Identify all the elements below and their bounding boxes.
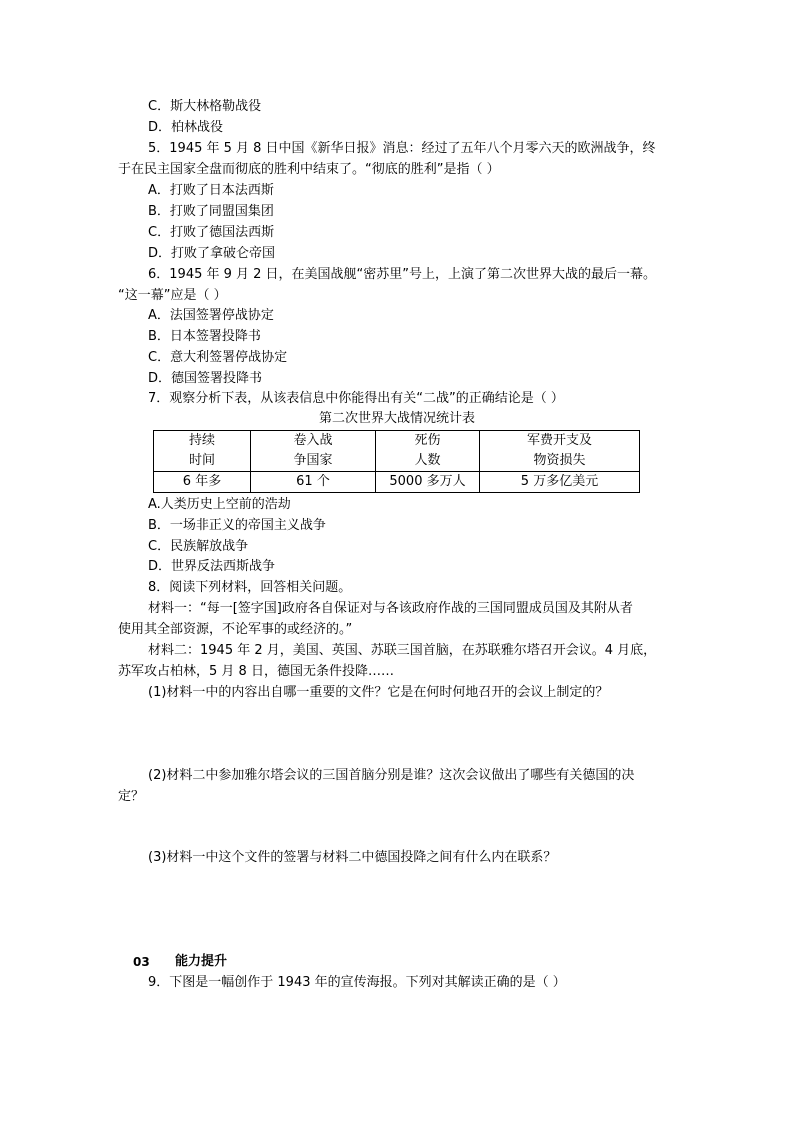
- table-header-cell: 持续 时间: [154, 431, 251, 472]
- section-number: 03: [133, 955, 150, 969]
- q5-option-d: D．打败了拿破仑帝国: [148, 246, 276, 261]
- section-title: 能力提升: [175, 954, 228, 969]
- q7-option-c: C．民族解放战争: [148, 539, 249, 554]
- table-header-cell: 死伤 人数: [376, 431, 480, 472]
- q5-option-a: A．打败了日本法西斯: [148, 183, 274, 198]
- q9-stem: 9．下图是一幅创作于 1943 年的宣传海报。下列对其解读正确的是（ ）: [148, 975, 566, 990]
- q6-option-d: D．德国签署投降书: [148, 371, 263, 386]
- material-2-cont: 苏军攻占柏林，5 月 8 日，德国无条件投降……: [118, 664, 394, 679]
- q5-stem: 5．1945 年 5 月 8 日中国《新华日报》消息：经过了五年八个月零六天的欧洲战争，终: [148, 141, 656, 156]
- table-cell: 6 年多: [154, 472, 251, 493]
- stats-table: [153, 430, 640, 493]
- sub-question-3: (3)材料一中这个文件的签署与材料二中德国投降之间有什么内在联系？: [148, 850, 557, 865]
- table-cell: 61 个: [251, 472, 376, 493]
- q6-option-b: B．日本签署投降书: [148, 329, 261, 344]
- q6-stem: 6．1945 年 9 月 2 日，在美国战舰“密苏里”号上，上演了第二次世界大战的最后一幕。: [148, 267, 657, 282]
- material-2: 材料二：1945 年 2 月，美国、英国、苏联三国首脑，在苏联雅尔塔召开会议。4 月底，: [148, 643, 657, 658]
- sub-question-2: (2)材料二中参加雅尔塔会议的三国首脑分别是谁？这次会议做出了哪些有关德国的决: [148, 768, 635, 783]
- q4-option-c: C．斯大林格勒战役: [148, 99, 262, 114]
- table-header-cell: 卷入战 争国家: [251, 431, 376, 472]
- table-cell: 5 万多亿美元: [480, 472, 640, 493]
- material-1: 材料一：“每一[签字国]政府各自保证对与各该政府作战的三国同盟成员国及其附从者: [148, 601, 633, 616]
- q6-stem-cont: “这一幕”应是（ ）: [118, 288, 227, 303]
- q7-stem: 7．观察分析下表，从该表信息中你能得出有关“二战”的正确结论是（ ）: [148, 391, 564, 406]
- q6-option-a: A．法国签署停战协定: [148, 308, 274, 323]
- q7-option-a: A.人类历史上空前的浩劫: [148, 497, 291, 512]
- q7-option-d: D．世界反法西斯战争: [148, 559, 276, 574]
- q5-option-b: B．打败了同盟国集团: [148, 204, 274, 219]
- q4-option-d: D．柏林战役: [148, 120, 224, 135]
- q5-option-c: C．打败了德国法西斯: [148, 225, 275, 240]
- table-cell: 5000 多万人: [376, 472, 480, 493]
- sub-question-2-cont: 定？: [118, 789, 145, 804]
- q6-option-c: C．意大利签署停战协定: [148, 350, 288, 365]
- table-row: [154, 472, 640, 493]
- q8-stem: 8．阅读下列材料，回答相关问题。: [148, 580, 352, 595]
- material-1-cont: 使用其全部资源，不论军事的或经济的。”: [118, 622, 353, 637]
- table-title: 第二次世界大战情况统计表: [318, 411, 475, 426]
- table-header-row: [154, 431, 640, 472]
- table-header-cell: 军费开支及 物资损失: [480, 431, 640, 472]
- q7-option-b: B．一场非正义的帝国主义战争: [148, 518, 326, 533]
- sub-question-1: (1)材料一中的内容出自哪一重要的文件？它是在何时何地召开的会议上制定的？: [148, 685, 609, 700]
- q5-stem-cont: 于在民主国家全盘而彻底的胜利中结束了。“彻底的胜利”是指（ ）: [118, 162, 500, 177]
